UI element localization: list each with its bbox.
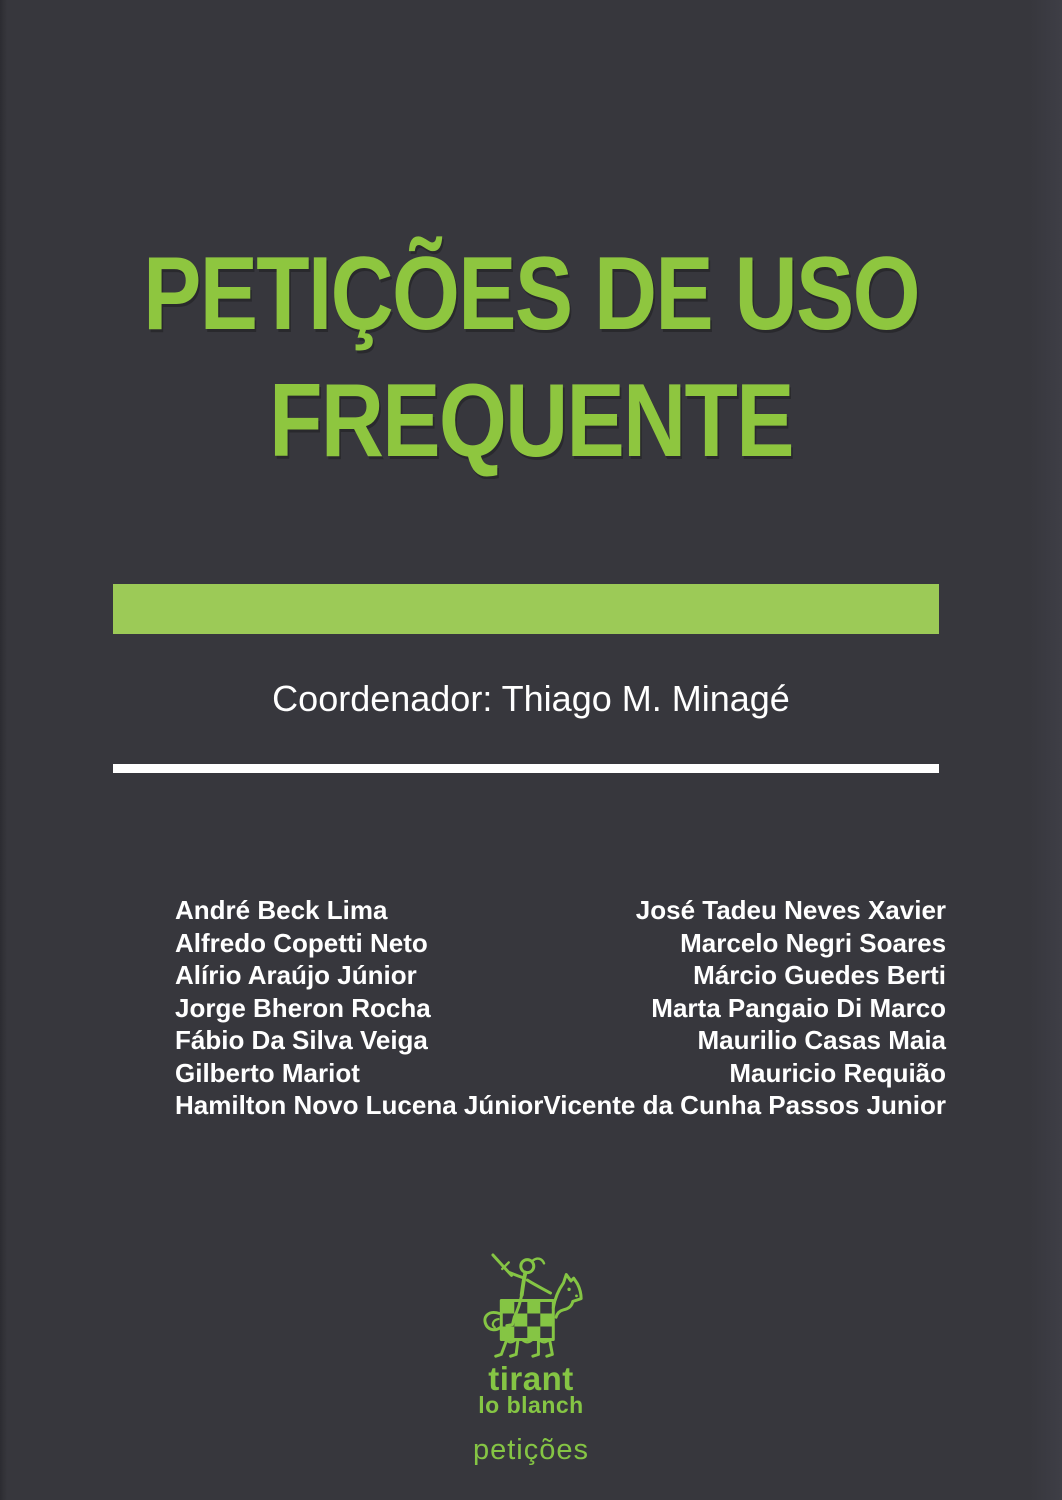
author-name: Marta Pangaio Di Marco (651, 992, 947, 1023)
knight-on-checkered-horse-icon (479, 1252, 583, 1362)
authors-right-column (543, 894, 946, 1122)
divider-line (113, 764, 939, 773)
author-name: José Tadeu Neves Xavier (635, 895, 947, 925)
publisher-block (0, 1252, 1062, 1465)
author-name: Márcio Guedes Berti (693, 960, 947, 990)
author-name: Mauricio Requião (729, 1057, 947, 1088)
collection-label: petições (472, 1434, 589, 1466)
author-name: Alfredo Copetti Neto (175, 927, 428, 958)
author-name: Gilberto Mariot (175, 1057, 360, 1088)
author-name: Hamilton Novo Lucena Júnior (175, 1090, 544, 1120)
author-name: André Beck Lima (175, 895, 388, 925)
author-name: Jorge Bheron Rocha (175, 992, 431, 1023)
publisher-name: tirant (488, 1360, 574, 1397)
coordinator-line: Coordenador: Thiago M. Minagé (272, 678, 790, 719)
author-name: Vicente da Cunha Passos Junior (543, 1090, 947, 1120)
author-name: Marcelo Negri Soares (680, 927, 947, 958)
authors-list (175, 894, 947, 1122)
author-name: Alírio Araújo Júnior (175, 960, 417, 990)
author-name: Fábio Da Silva Veiga (175, 1025, 428, 1055)
book-title (0, 231, 1062, 485)
book-title-line-2: FREQUENTE (269, 363, 793, 479)
author-name: Maurilio Casas Maia (697, 1025, 947, 1055)
book-title-line-1: PETIÇÕES DE USO (143, 236, 919, 352)
green-accent-bar (113, 584, 939, 634)
publisher-name-secondary: lo blanch (478, 1392, 584, 1418)
authors-left-column (175, 894, 543, 1122)
